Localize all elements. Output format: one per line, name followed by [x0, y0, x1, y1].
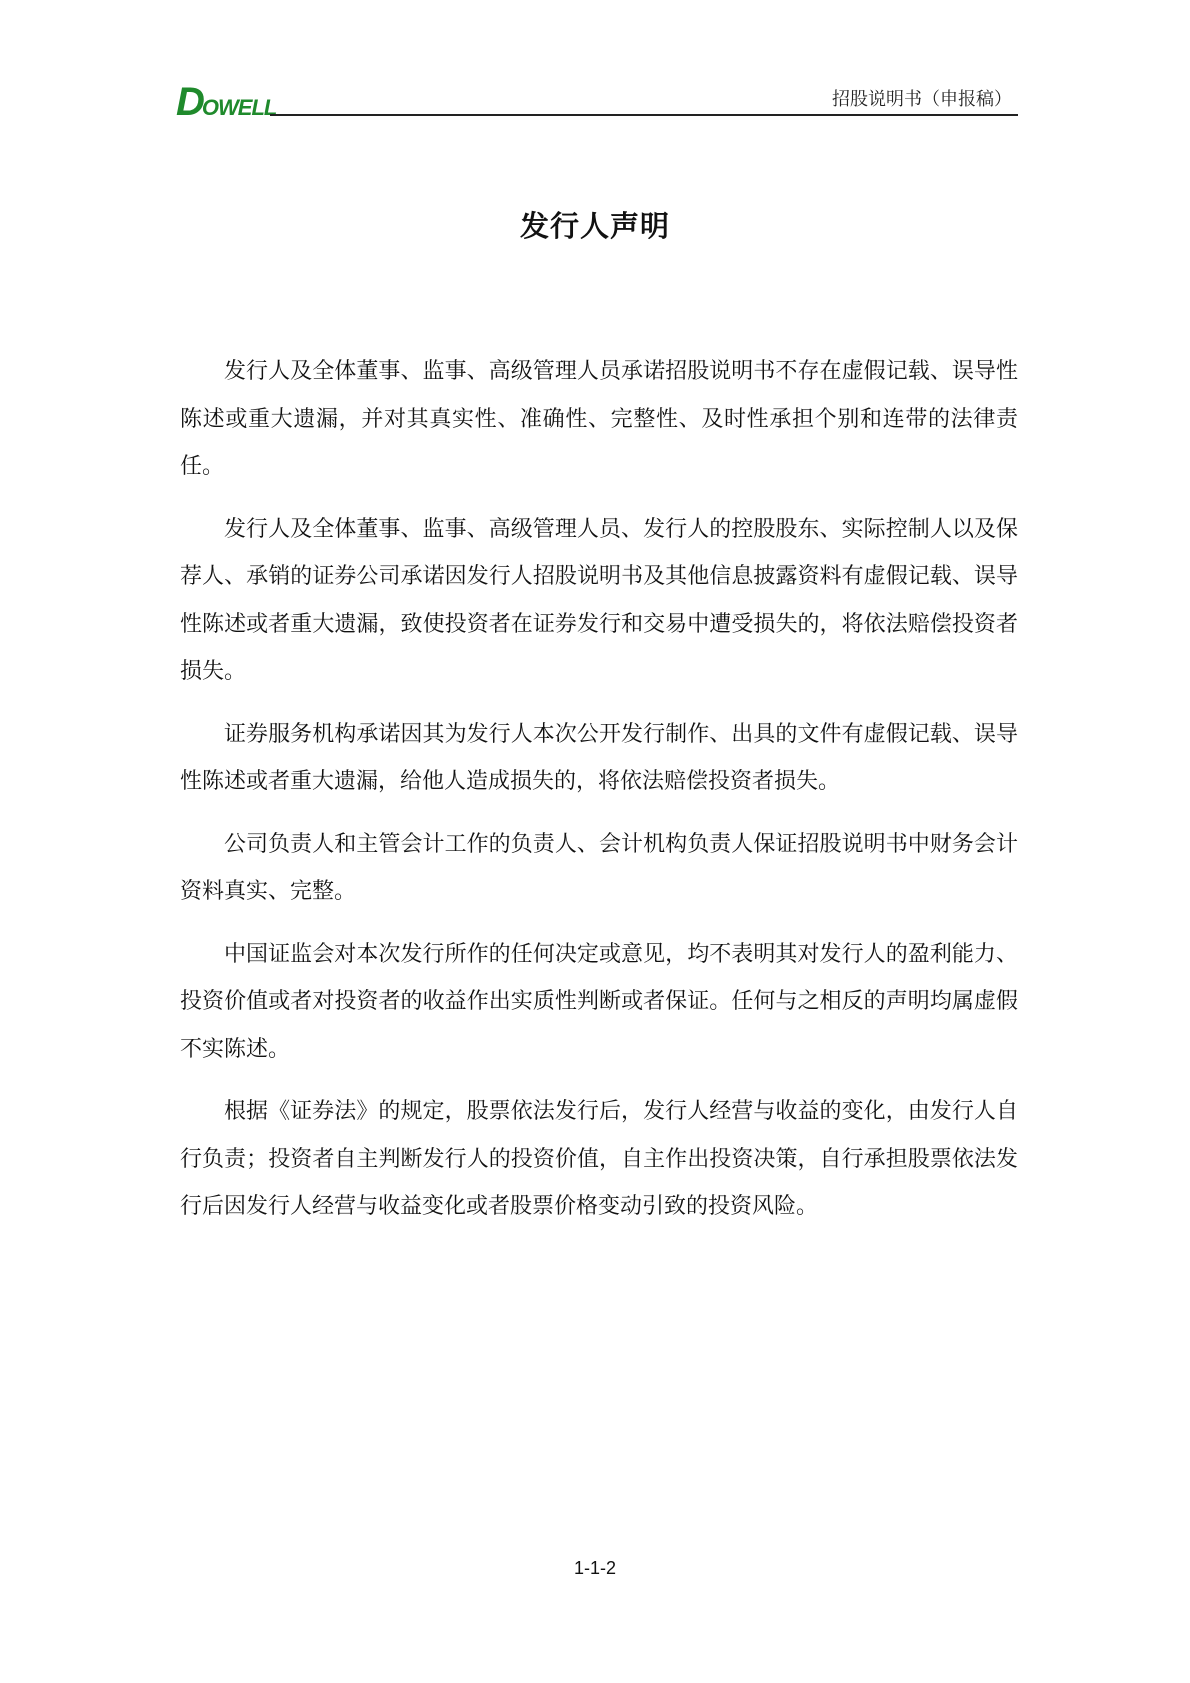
page-number: 1-1-2: [573, 1558, 617, 1578]
header-divider: [270, 114, 1018, 116]
page-header: [176, 80, 1018, 124]
document-label: 招股说明书（申报稿）: [832, 89, 1012, 110]
statement-paragraph-1: 发行人及全体董事、监事、高级管理人员承诺招股说明书不存在虚假记载、误导性陈述或重大遗漏，并对其真实性、准确性、完整性、及时性承担个别和连带的法律责任。: [180, 359, 1018, 479]
statement-paragraph-3: 证券服务机构承诺因其为发行人本次公开发行制作、出具的文件有虚假记载、误导性陈述或者重大遗漏，给他人造成损失的，将依法赔偿投资者损失。: [180, 721, 1018, 794]
statement-paragraph-2: 发行人及全体董事、监事、高级管理人员、发行人的控股股东、实际控制人以及保荐人、承销的证券公司承诺因发行人招股说明书及其他信息披露资料有虚假记载、误导性陈述或者重大遗漏，致使投资者在证券发行和交易中遭受损失的，将依法赔偿投资者损失。: [180, 516, 1018, 684]
statement-paragraph-4: 公司负责人和主管会计工作的负责人、会计机构负责人保证招股说明书中财务会计资料真实、完整。: [180, 831, 1018, 904]
logo-initial: D: [176, 80, 204, 124]
logo-wordmark: OWELL: [201, 95, 277, 120]
statement-body: [180, 348, 1018, 1246]
page-title: 发行人声明: [519, 209, 670, 243]
company-logo: [176, 80, 277, 124]
statement-paragraph-6: 根据《证券法》的规定，股票依法发行后，发行人经营与收益的变化，由发行人自行负责；投资者自主判断发行人的投资价值，自主作出投资决策，自行承担股票依法发行后因发行人经营与收益变化或者股票价格变动引致的投资风险。: [180, 1099, 1018, 1219]
statement-paragraph-5: 中国证监会对本次发行所作的任何决定或意见，均不表明其对发行人的盈利能力、投资价值或者对投资者的收益作出实质性判断或者保证。任何与之相反的声明均属虚假不实陈述。: [180, 941, 1018, 1062]
